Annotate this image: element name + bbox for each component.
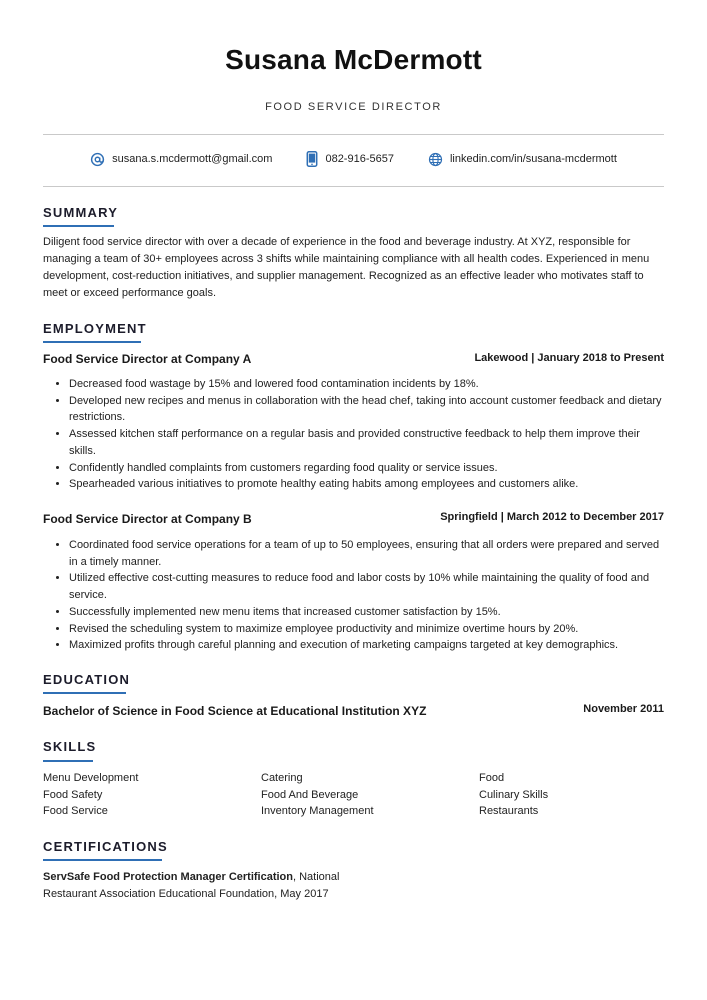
job-1-meta: Lakewood | January 2018 to Present	[474, 352, 664, 364]
education-date: November 2011	[583, 703, 664, 715]
list-item: • Decreased food wastage by 15% and lowered food contamination incidents by 18%.	[69, 376, 664, 393]
contact-bar	[0, 149, 707, 169]
job-title-header: FOOD SERVICE DIRECTOR	[265, 101, 442, 113]
job-2-title: Food Service Director at Company B	[43, 512, 252, 526]
skills-underline	[43, 760, 93, 762]
skill-item: Menu Development	[43, 772, 139, 784]
education-heading: EDUCATION	[43, 672, 131, 687]
contact-email[interactable]	[90, 152, 272, 167]
employment-heading: EMPLOYMENT	[43, 321, 147, 336]
skill-item: Culinary Skills	[479, 788, 549, 801]
skill-item: Catering	[261, 772, 303, 784]
list-item: • Spearheaded various initiatives to promote healthy eating habits among employees and customers alike.	[69, 476, 664, 493]
skills-grid	[43, 770, 664, 820]
list-item: • Confidently handled complaints from customers regarding food quality or service issues.	[69, 460, 664, 477]
candidate-name: Susana McDermott	[225, 44, 482, 75]
summary-text: Diligent food service director with over a decade of experience in the food and beverage industry. At XYZ, responsible for managing a team of 30+ employees across 3 shifts while maintaining compliance with all health codes. Experienced in menu development, cost-reduction initiatives, and supplier management. Recognized as an effective leader who motivates staff to meet or exceed performance goals.	[43, 236, 650, 299]
list-item: • Utilized effective cost-cutting measures to reduce food and labor costs by 10% while maintaining the quality of food and service.	[69, 570, 664, 603]
contact-phone[interactable]	[306, 151, 394, 167]
skill-item: Food And Beverage	[261, 788, 359, 801]
divider-top	[43, 134, 664, 135]
education-degree: Bachelor of Science in Food Science at Educational Institution XYZ	[43, 704, 427, 718]
list-item: • Successfully implemented new menu items that increased customer satisfaction by 15%.	[69, 604, 664, 621]
job-1-title: Food Service Director at Company A	[43, 352, 252, 366]
skill-item: Food Service	[43, 805, 108, 818]
contact-linkedin[interactable]	[428, 152, 617, 167]
certifications-heading: CERTIFICATIONS	[43, 839, 168, 854]
email-text: susana.s.mcdermott@gmail.com	[112, 153, 273, 165]
email-icon	[90, 152, 105, 167]
list-item: • Assessed kitchen staff performance on a regular basis and provided constructive feedback to help them improve their skills.	[69, 426, 664, 459]
education-underline	[43, 692, 126, 694]
list-item: • Revised the scheduling system to maximize employee productivity and minimize overtime hours by 20%.	[69, 621, 664, 638]
linkedin-text: linkedin.com/in/susana-mcdermott	[449, 153, 617, 165]
list-item: • Maximized profits through careful planning and execution of marketing campaigns targeted at key demographics.	[69, 637, 664, 654]
job-1-bullets	[43, 376, 664, 493]
certification-details: , National Restaurant Association Educational Foundation, May 2017	[43, 871, 340, 900]
list-item: • Coordinated food service operations for a team of up to 50 employees, ensuring that all orders were prepared and served in a timely manner.	[69, 537, 664, 570]
certifications-underline	[43, 859, 162, 861]
phone-icon	[306, 151, 318, 167]
job-2-meta: Springfield | March 2012 to December 2017	[440, 511, 664, 523]
skill-item: Inventory Management	[261, 805, 374, 818]
phone-text: 082-916-5657	[325, 153, 394, 165]
skills-heading: SKILLS	[43, 739, 97, 754]
skill-item: Food	[479, 772, 505, 784]
skill-item: Restaurants	[479, 805, 539, 818]
employment-underline	[43, 341, 141, 343]
summary-underline	[43, 225, 114, 227]
summary-heading: SUMMARY	[43, 205, 119, 220]
skill-item: Food Safety	[43, 788, 103, 801]
globe-icon	[428, 152, 443, 167]
certification-name: ServSafe Food Protection Manager Certification	[43, 871, 293, 883]
list-item: • Developed new recipes and menus in collaboration with the head chef, taking into account customer feedback and dietary restrictions.	[69, 393, 664, 426]
divider-bottom	[43, 186, 664, 187]
certification-entry	[43, 869, 343, 903]
job-2-bullets	[43, 537, 664, 654]
